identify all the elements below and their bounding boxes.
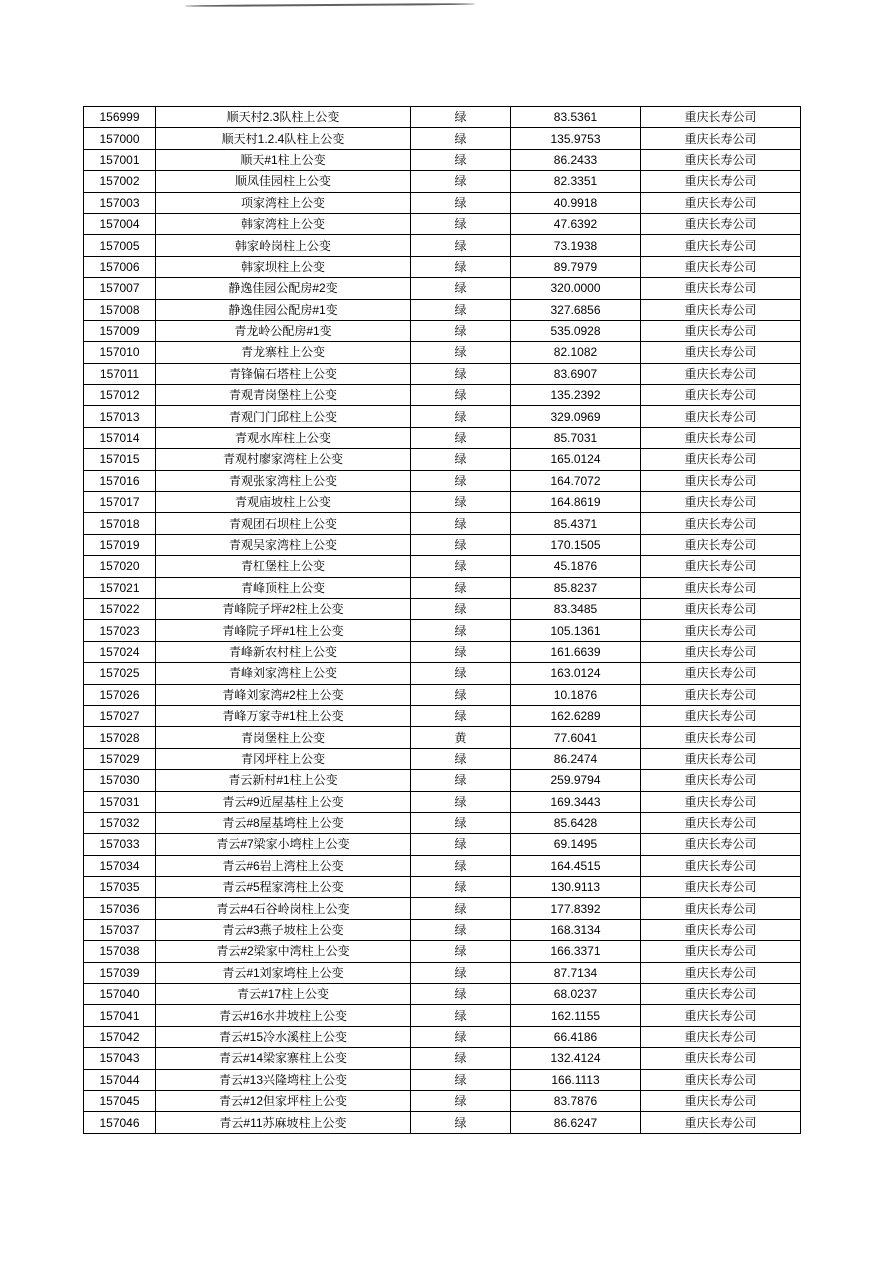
cell-value: 130.9113 xyxy=(511,877,641,898)
cell-company: 重庆长寿公司 xyxy=(641,620,801,641)
cell-name: 青岗堡柱上公变 xyxy=(156,727,411,748)
cell-id: 157019 xyxy=(84,534,156,555)
table-row xyxy=(84,320,801,341)
cell-name: 青云#11苏麻坡柱上公变 xyxy=(156,1112,411,1133)
cell-status: 绿 xyxy=(411,320,511,341)
cell-value: 164.4515 xyxy=(511,855,641,876)
cell-status: 绿 xyxy=(411,1090,511,1111)
cell-company: 重庆长寿公司 xyxy=(641,834,801,855)
cell-name: 青观庙坡柱上公变 xyxy=(156,492,411,513)
table-row xyxy=(84,877,801,898)
cell-value: 89.7979 xyxy=(511,256,641,277)
cell-company: 重庆长寿公司 xyxy=(641,855,801,876)
table-row xyxy=(84,684,801,705)
cell-id: 157024 xyxy=(84,641,156,662)
cell-id: 157011 xyxy=(84,363,156,384)
table-row xyxy=(84,192,801,213)
cell-id: 157038 xyxy=(84,941,156,962)
table-row xyxy=(84,385,801,406)
cell-status: 绿 xyxy=(411,1112,511,1133)
cell-name: 青云#3燕子坡柱上公变 xyxy=(156,919,411,940)
table-row xyxy=(84,235,801,256)
cell-company: 重庆长寿公司 xyxy=(641,534,801,555)
cell-company: 重庆长寿公司 xyxy=(641,877,801,898)
cell-company: 重庆长寿公司 xyxy=(641,492,801,513)
cell-company: 重庆长寿公司 xyxy=(641,598,801,619)
cell-id: 157007 xyxy=(84,278,156,299)
cell-status: 绿 xyxy=(411,620,511,641)
cell-company: 重庆长寿公司 xyxy=(641,684,801,705)
cell-company: 重庆长寿公司 xyxy=(641,107,801,128)
cell-company: 重庆长寿公司 xyxy=(641,1005,801,1026)
cell-name: 青云#15冷水溪柱上公变 xyxy=(156,1026,411,1047)
cell-status: 绿 xyxy=(411,791,511,812)
cell-value: 135.2392 xyxy=(511,385,641,406)
cell-status: 绿 xyxy=(411,256,511,277)
table-row xyxy=(84,727,801,748)
cell-name: 顺天村2.3队柱上公变 xyxy=(156,107,411,128)
cell-id: 157001 xyxy=(84,149,156,170)
cell-company: 重庆长寿公司 xyxy=(641,513,801,534)
cell-id: 157018 xyxy=(84,513,156,534)
table-row xyxy=(84,1069,801,1090)
cell-value: 82.3351 xyxy=(511,171,641,192)
cell-status: 绿 xyxy=(411,834,511,855)
cell-id: 156999 xyxy=(84,107,156,128)
cell-company: 重庆长寿公司 xyxy=(641,812,801,833)
table-row xyxy=(84,705,801,726)
cell-name: 青云#5程家湾柱上公变 xyxy=(156,877,411,898)
cell-name: 青观青岗堡柱上公变 xyxy=(156,385,411,406)
cell-status: 绿 xyxy=(411,556,511,577)
cell-company: 重庆长寿公司 xyxy=(641,320,801,341)
cell-status: 绿 xyxy=(411,149,511,170)
cell-company: 重庆长寿公司 xyxy=(641,727,801,748)
cell-value: 177.8392 xyxy=(511,898,641,919)
cell-name: 青云#4石谷岭岗柱上公变 xyxy=(156,898,411,919)
cell-id: 157006 xyxy=(84,256,156,277)
cell-company: 重庆长寿公司 xyxy=(641,192,801,213)
cell-status: 绿 xyxy=(411,748,511,769)
table-row xyxy=(84,598,801,619)
table-row xyxy=(84,1026,801,1047)
cell-company: 重庆长寿公司 xyxy=(641,770,801,791)
cell-value: 162.6289 xyxy=(511,705,641,726)
cell-company: 重庆长寿公司 xyxy=(641,256,801,277)
cell-name: 青云#16水井坡柱上公变 xyxy=(156,1005,411,1026)
cell-id: 157017 xyxy=(84,492,156,513)
table-row xyxy=(84,834,801,855)
cell-status: 绿 xyxy=(411,213,511,234)
cell-value: 40.9918 xyxy=(511,192,641,213)
cell-name: 青峰新农村柱上公变 xyxy=(156,641,411,662)
cell-company: 重庆长寿公司 xyxy=(641,962,801,983)
cell-company: 重庆长寿公司 xyxy=(641,663,801,684)
cell-name: 青云#14梁家寨柱上公变 xyxy=(156,1048,411,1069)
cell-company: 重庆长寿公司 xyxy=(641,427,801,448)
cell-company: 重庆长寿公司 xyxy=(641,149,801,170)
cell-value: 83.3485 xyxy=(511,598,641,619)
table-row xyxy=(84,149,801,170)
cell-status: 绿 xyxy=(411,1048,511,1069)
cell-name: 顺天#1柱上公变 xyxy=(156,149,411,170)
cell-id: 157029 xyxy=(84,748,156,769)
cell-name: 青云#6岩上湾柱上公变 xyxy=(156,855,411,876)
cell-id: 157005 xyxy=(84,235,156,256)
cell-company: 重庆长寿公司 xyxy=(641,898,801,919)
cell-id: 157037 xyxy=(84,919,156,940)
cell-id: 157030 xyxy=(84,770,156,791)
cell-status: 绿 xyxy=(411,406,511,427)
transformer-table xyxy=(83,106,801,1134)
cell-status: 绿 xyxy=(411,1005,511,1026)
cell-id: 157044 xyxy=(84,1069,156,1090)
table-row xyxy=(84,1048,801,1069)
cell-status: 绿 xyxy=(411,877,511,898)
cell-value: 164.7072 xyxy=(511,470,641,491)
cell-id: 157012 xyxy=(84,385,156,406)
cell-status: 绿 xyxy=(411,534,511,555)
cell-value: 259.9794 xyxy=(511,770,641,791)
table-row xyxy=(84,984,801,1005)
cell-status: 绿 xyxy=(411,128,511,149)
cell-id: 157009 xyxy=(84,320,156,341)
cell-id: 157041 xyxy=(84,1005,156,1026)
cell-value: 168.3134 xyxy=(511,919,641,940)
cell-value: 105.1361 xyxy=(511,620,641,641)
cell-status: 绿 xyxy=(411,962,511,983)
cell-status: 绿 xyxy=(411,107,511,128)
table-row xyxy=(84,492,801,513)
table-row xyxy=(84,577,801,598)
table-row xyxy=(84,898,801,919)
table-row xyxy=(84,919,801,940)
cell-name: 青观吴家湾柱上公变 xyxy=(156,534,411,555)
cell-name: 青云#8屋基塆柱上公变 xyxy=(156,812,411,833)
cell-value: 47.6392 xyxy=(511,213,641,234)
cell-id: 157028 xyxy=(84,727,156,748)
cell-value: 166.3371 xyxy=(511,941,641,962)
cell-id: 157032 xyxy=(84,812,156,833)
cell-id: 157043 xyxy=(84,1048,156,1069)
cell-id: 157027 xyxy=(84,705,156,726)
table-row xyxy=(84,791,801,812)
cell-status: 绿 xyxy=(411,513,511,534)
cell-value: 85.8237 xyxy=(511,577,641,598)
cell-value: 86.2433 xyxy=(511,149,641,170)
cell-company: 重庆长寿公司 xyxy=(641,1026,801,1047)
cell-id: 157025 xyxy=(84,663,156,684)
cell-company: 重庆长寿公司 xyxy=(641,941,801,962)
table-row xyxy=(84,1090,801,1111)
table-row xyxy=(84,534,801,555)
cell-value: 535.0928 xyxy=(511,320,641,341)
cell-id: 157031 xyxy=(84,791,156,812)
cell-value: 77.6041 xyxy=(511,727,641,748)
cell-value: 162.1155 xyxy=(511,1005,641,1026)
cell-value: 164.8619 xyxy=(511,492,641,513)
cell-value: 85.6428 xyxy=(511,812,641,833)
table-row xyxy=(84,941,801,962)
cell-value: 86.2474 xyxy=(511,748,641,769)
cell-name: 青云#12但家坪柱上公变 xyxy=(156,1090,411,1111)
table-row xyxy=(84,256,801,277)
cell-value: 68.0237 xyxy=(511,984,641,1005)
table-row xyxy=(84,107,801,128)
table-row xyxy=(84,128,801,149)
cell-status: 绿 xyxy=(411,470,511,491)
cell-status: 绿 xyxy=(411,577,511,598)
cell-name: 青龙寨柱上公变 xyxy=(156,342,411,363)
cell-name: 青观团石坝柱上公变 xyxy=(156,513,411,534)
cell-id: 157026 xyxy=(84,684,156,705)
cell-status: 绿 xyxy=(411,171,511,192)
cell-company: 重庆长寿公司 xyxy=(641,406,801,427)
cell-id: 157040 xyxy=(84,984,156,1005)
table-row xyxy=(84,620,801,641)
cell-value: 135.9753 xyxy=(511,128,641,149)
cell-status: 绿 xyxy=(411,984,511,1005)
cell-company: 重庆长寿公司 xyxy=(641,171,801,192)
cell-name: 青观村廖家湾柱上公变 xyxy=(156,449,411,470)
table-row xyxy=(84,556,801,577)
cell-name: 静逸佳园公配房#1变 xyxy=(156,299,411,320)
scan-artifact-line xyxy=(185,3,475,7)
cell-company: 重庆长寿公司 xyxy=(641,470,801,491)
cell-company: 重庆长寿公司 xyxy=(641,748,801,769)
cell-status: 绿 xyxy=(411,363,511,384)
cell-status: 绿 xyxy=(411,427,511,448)
cell-value: 66.4186 xyxy=(511,1026,641,1047)
cell-status: 绿 xyxy=(411,192,511,213)
cell-name: 韩家湾柱上公变 xyxy=(156,213,411,234)
cell-value: 163.0124 xyxy=(511,663,641,684)
cell-id: 157010 xyxy=(84,342,156,363)
cell-status: 绿 xyxy=(411,641,511,662)
cell-name: 青云#1刘家塆柱上公变 xyxy=(156,962,411,983)
cell-company: 重庆长寿公司 xyxy=(641,556,801,577)
cell-value: 87.7134 xyxy=(511,962,641,983)
cell-value: 165.0124 xyxy=(511,449,641,470)
cell-status: 绿 xyxy=(411,898,511,919)
cell-company: 重庆长寿公司 xyxy=(641,128,801,149)
cell-name: 青云#17柱上公变 xyxy=(156,984,411,1005)
cell-company: 重庆长寿公司 xyxy=(641,1090,801,1111)
table-row xyxy=(84,663,801,684)
cell-id: 157014 xyxy=(84,427,156,448)
cell-name: 顺天村1.2.4队柱上公变 xyxy=(156,128,411,149)
cell-name: 青峰院子坪#2柱上公变 xyxy=(156,598,411,619)
cell-company: 重庆长寿公司 xyxy=(641,235,801,256)
cell-value: 45.1876 xyxy=(511,556,641,577)
cell-id: 157003 xyxy=(84,192,156,213)
cell-company: 重庆长寿公司 xyxy=(641,791,801,812)
cell-status: 黄 xyxy=(411,727,511,748)
cell-id: 157034 xyxy=(84,855,156,876)
cell-company: 重庆长寿公司 xyxy=(641,342,801,363)
cell-company: 重庆长寿公司 xyxy=(641,919,801,940)
cell-status: 绿 xyxy=(411,449,511,470)
table-row xyxy=(84,406,801,427)
cell-company: 重庆长寿公司 xyxy=(641,641,801,662)
cell-id: 157013 xyxy=(84,406,156,427)
table-row xyxy=(84,641,801,662)
cell-company: 重庆长寿公司 xyxy=(641,213,801,234)
cell-name: 青观张家湾柱上公变 xyxy=(156,470,411,491)
cell-value: 83.7876 xyxy=(511,1090,641,1111)
table-row xyxy=(84,470,801,491)
cell-value: 329.0969 xyxy=(511,406,641,427)
cell-company: 重庆长寿公司 xyxy=(641,1069,801,1090)
cell-id: 157035 xyxy=(84,877,156,898)
table-row xyxy=(84,299,801,320)
table-row xyxy=(84,427,801,448)
cell-status: 绿 xyxy=(411,919,511,940)
cell-status: 绿 xyxy=(411,492,511,513)
cell-company: 重庆长寿公司 xyxy=(641,385,801,406)
cell-value: 86.6247 xyxy=(511,1112,641,1133)
cell-name: 青观门门邱柱上公变 xyxy=(156,406,411,427)
cell-status: 绿 xyxy=(411,941,511,962)
cell-id: 157022 xyxy=(84,598,156,619)
cell-value: 85.4371 xyxy=(511,513,641,534)
cell-id: 157015 xyxy=(84,449,156,470)
cell-value: 82.1082 xyxy=(511,342,641,363)
cell-name: 青冈坪柱上公变 xyxy=(156,748,411,769)
cell-id: 157036 xyxy=(84,898,156,919)
cell-name: 项家湾柱上公变 xyxy=(156,192,411,213)
cell-name: 静逸佳园公配房#2变 xyxy=(156,278,411,299)
cell-value: 73.1938 xyxy=(511,235,641,256)
table-row xyxy=(84,1005,801,1026)
cell-name: 青峰刘家湾柱上公变 xyxy=(156,663,411,684)
cell-value: 170.1505 xyxy=(511,534,641,555)
cell-name: 青锋偏石塔柱上公变 xyxy=(156,363,411,384)
table-row xyxy=(84,513,801,534)
cell-id: 157042 xyxy=(84,1026,156,1047)
cell-value: 85.7031 xyxy=(511,427,641,448)
table-row xyxy=(84,770,801,791)
cell-name: 青云#9近屋基柱上公变 xyxy=(156,791,411,812)
cell-id: 157016 xyxy=(84,470,156,491)
cell-id: 157045 xyxy=(84,1090,156,1111)
cell-status: 绿 xyxy=(411,385,511,406)
cell-name: 青云#2梁家中湾柱上公变 xyxy=(156,941,411,962)
cell-company: 重庆长寿公司 xyxy=(641,984,801,1005)
cell-id: 157046 xyxy=(84,1112,156,1133)
cell-status: 绿 xyxy=(411,1069,511,1090)
cell-status: 绿 xyxy=(411,663,511,684)
cell-name: 青峰万家寺#1柱上公变 xyxy=(156,705,411,726)
cell-id: 157000 xyxy=(84,128,156,149)
table-row xyxy=(84,213,801,234)
cell-id: 157020 xyxy=(84,556,156,577)
cell-value: 10.1876 xyxy=(511,684,641,705)
cell-company: 重庆长寿公司 xyxy=(641,363,801,384)
table-body xyxy=(84,107,801,1134)
cell-name: 青云#7梁家小塆柱上公变 xyxy=(156,834,411,855)
cell-status: 绿 xyxy=(411,705,511,726)
cell-status: 绿 xyxy=(411,1026,511,1047)
cell-name: 顺凤佳园柱上公变 xyxy=(156,171,411,192)
cell-company: 重庆长寿公司 xyxy=(641,577,801,598)
cell-company: 重庆长寿公司 xyxy=(641,449,801,470)
table-row xyxy=(84,449,801,470)
cell-value: 320.0000 xyxy=(511,278,641,299)
cell-name: 青云新村#1柱上公变 xyxy=(156,770,411,791)
cell-value: 83.5361 xyxy=(511,107,641,128)
table-row xyxy=(84,278,801,299)
cell-status: 绿 xyxy=(411,278,511,299)
table-row xyxy=(84,1112,801,1133)
cell-name: 青峰刘家湾#2柱上公变 xyxy=(156,684,411,705)
cell-company: 重庆长寿公司 xyxy=(641,1048,801,1069)
table-row xyxy=(84,171,801,192)
table-row xyxy=(84,962,801,983)
cell-id: 157008 xyxy=(84,299,156,320)
cell-name: 青云#13兴隆塆柱上公变 xyxy=(156,1069,411,1090)
table-row xyxy=(84,363,801,384)
cell-name: 青龙岭公配房#1变 xyxy=(156,320,411,341)
table-row xyxy=(84,855,801,876)
cell-status: 绿 xyxy=(411,770,511,791)
cell-status: 绿 xyxy=(411,855,511,876)
table-row xyxy=(84,812,801,833)
cell-id: 157023 xyxy=(84,620,156,641)
cell-status: 绿 xyxy=(411,342,511,363)
cell-status: 绿 xyxy=(411,235,511,256)
cell-id: 157021 xyxy=(84,577,156,598)
cell-id: 157004 xyxy=(84,213,156,234)
cell-name: 青峰院子坪#1柱上公变 xyxy=(156,620,411,641)
cell-name: 韩家岭岗柱上公变 xyxy=(156,235,411,256)
cell-company: 重庆长寿公司 xyxy=(641,1112,801,1133)
cell-value: 132.4124 xyxy=(511,1048,641,1069)
cell-status: 绿 xyxy=(411,299,511,320)
cell-value: 327.6856 xyxy=(511,299,641,320)
cell-value: 161.6639 xyxy=(511,641,641,662)
cell-value: 169.3443 xyxy=(511,791,641,812)
cell-company: 重庆长寿公司 xyxy=(641,705,801,726)
cell-status: 绿 xyxy=(411,812,511,833)
cell-id: 157039 xyxy=(84,962,156,983)
cell-name: 青杠堡柱上公变 xyxy=(156,556,411,577)
cell-value: 166.1113 xyxy=(511,1069,641,1090)
cell-value: 69.1495 xyxy=(511,834,641,855)
cell-value: 83.6907 xyxy=(511,363,641,384)
cell-name: 青峰顶柱上公变 xyxy=(156,577,411,598)
cell-status: 绿 xyxy=(411,598,511,619)
table-row xyxy=(84,342,801,363)
cell-status: 绿 xyxy=(411,684,511,705)
cell-id: 157002 xyxy=(84,171,156,192)
cell-id: 157033 xyxy=(84,834,156,855)
cell-company: 重庆长寿公司 xyxy=(641,278,801,299)
cell-name: 青观水库柱上公变 xyxy=(156,427,411,448)
table-row xyxy=(84,748,801,769)
cell-name: 韩家坝柱上公变 xyxy=(156,256,411,277)
cell-company: 重庆长寿公司 xyxy=(641,299,801,320)
